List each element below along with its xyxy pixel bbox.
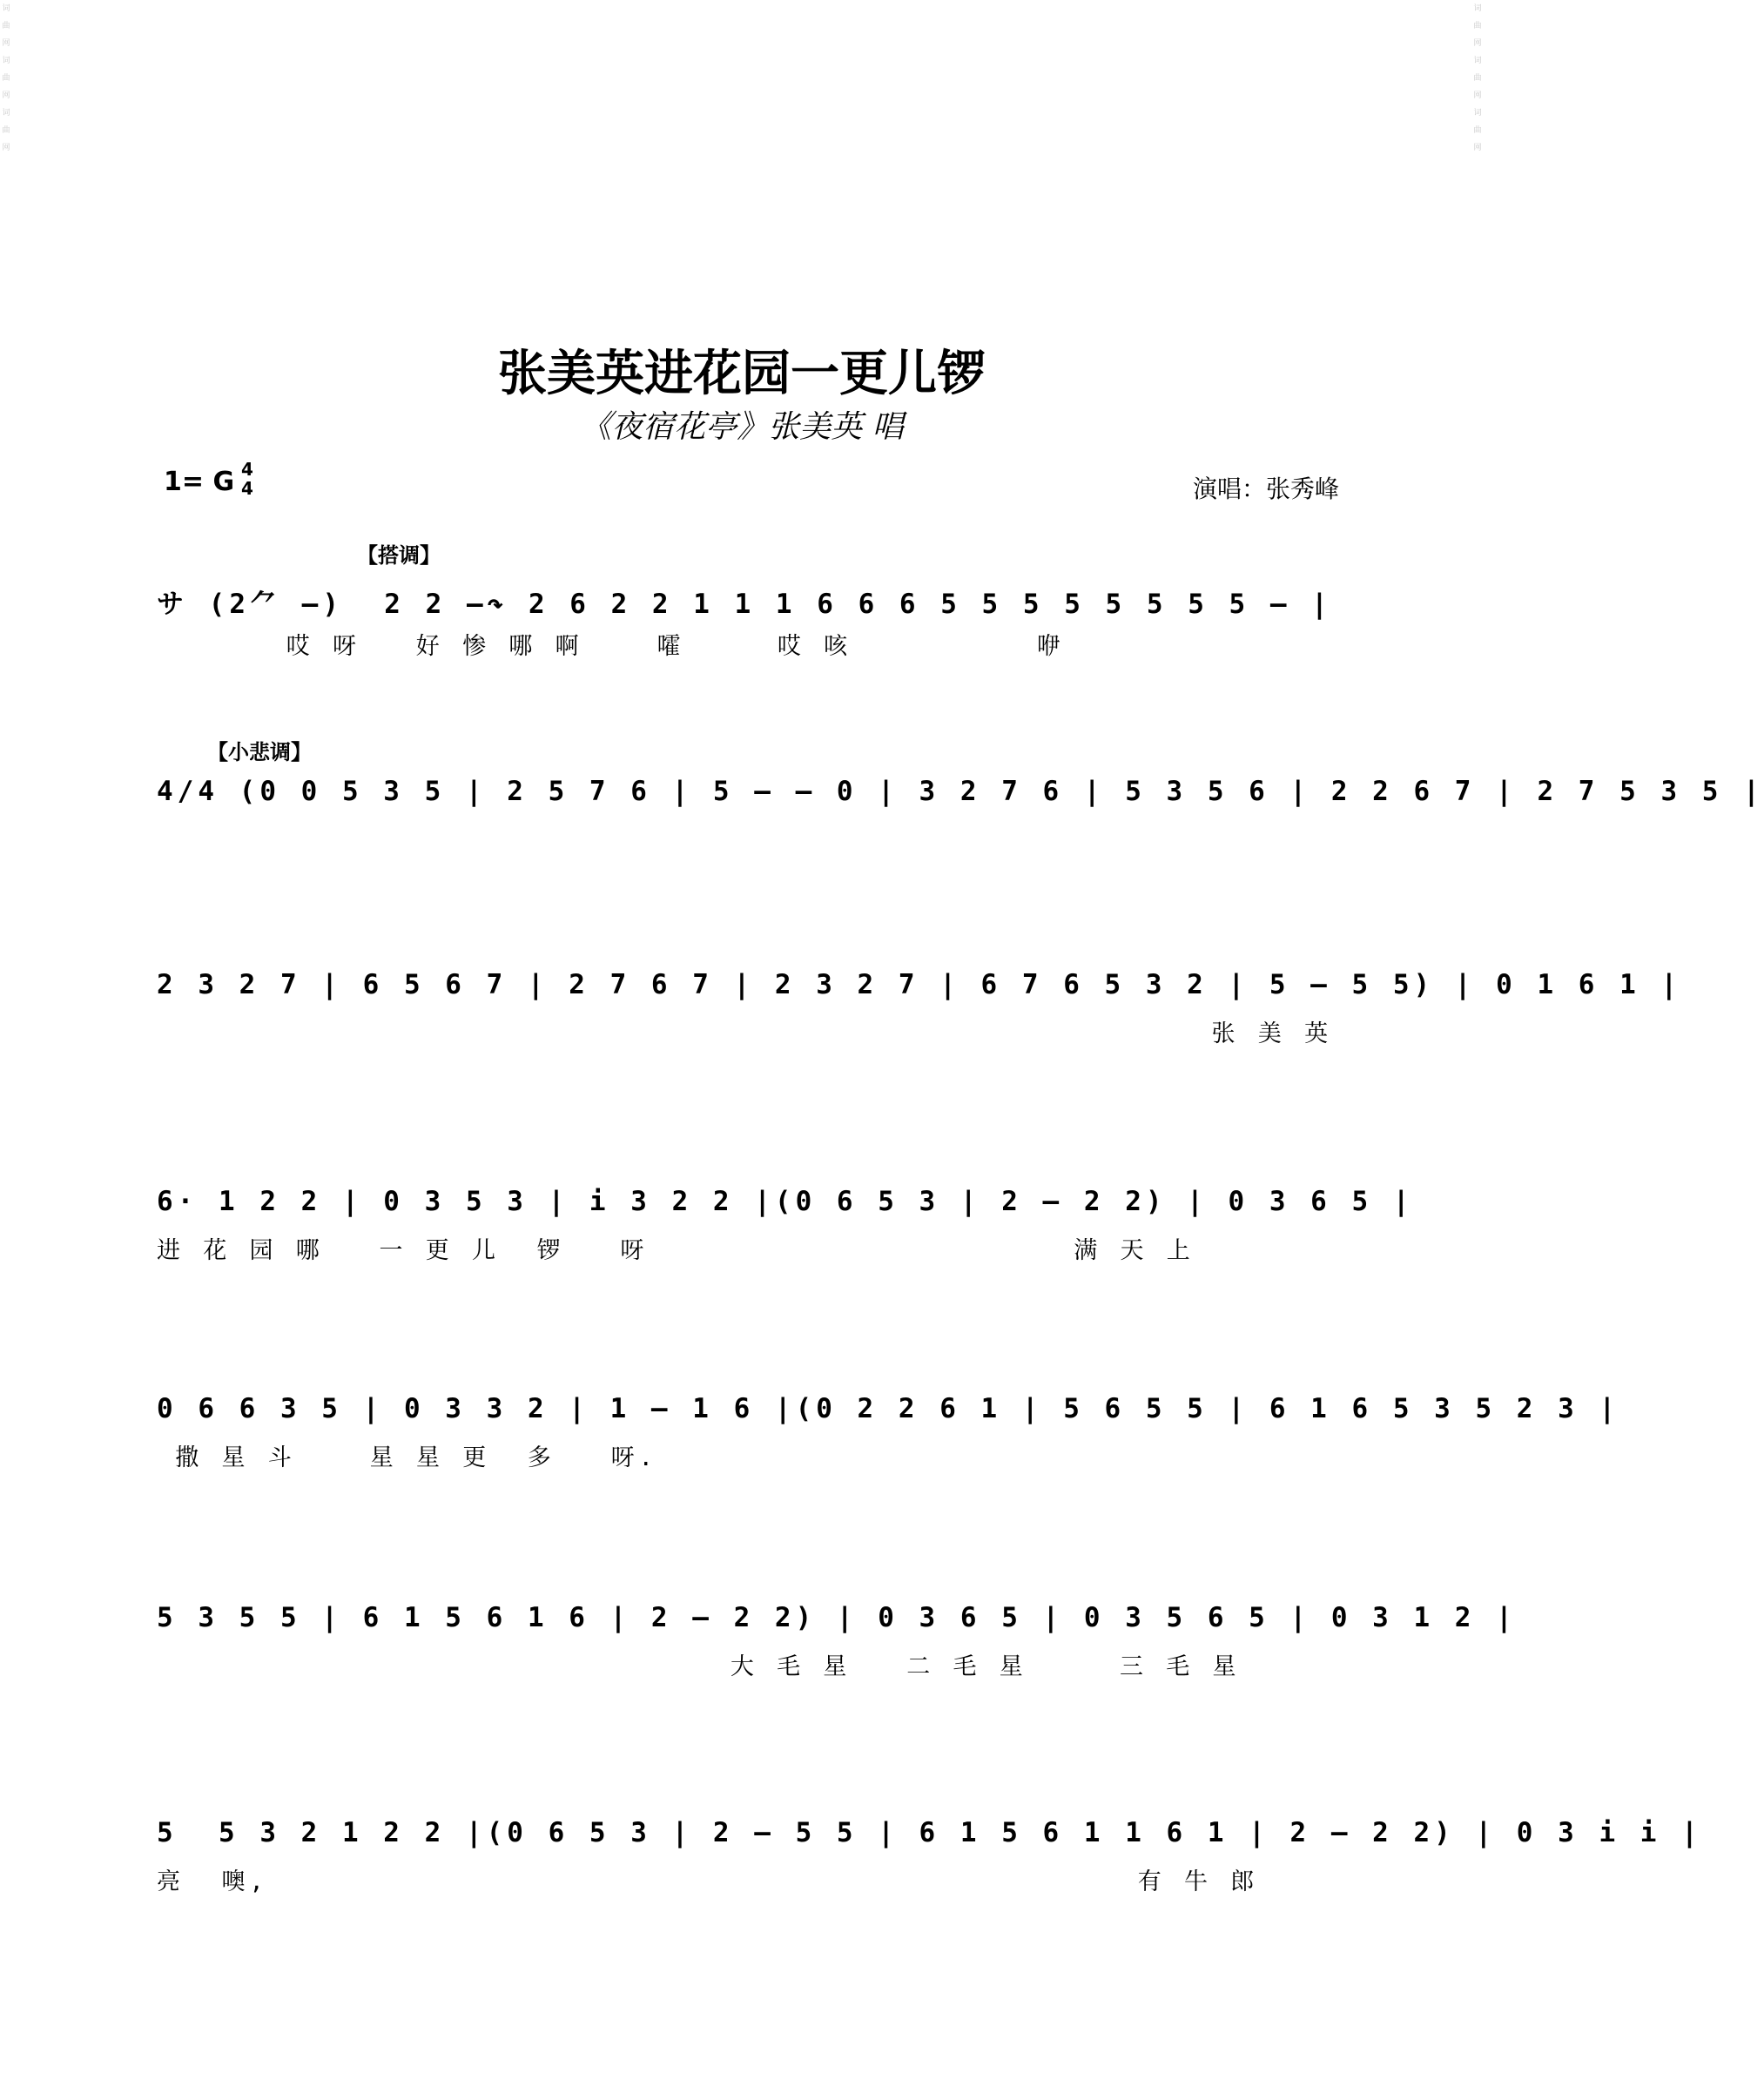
score-line: 5 3 5 5 | 6 1 5 6 1 6 | 2 — 2 2) | 0 3 6 5 | 0 3 5 6 5 | 0 3 1 2 |	[157, 1602, 1517, 1633]
watermark-text: 词曲网	[2, 4, 10, 48]
time-signature-bottom: 4	[241, 478, 253, 499]
score-line: 6· 1 2 2 | 0 3 5 3 | i 3 2 2 |(0 6 5 3 | 2 — 2 2) | 0 3 6 5 |	[157, 1186, 1414, 1217]
score-line: 4/4 (0 0 5 3 5 | 2 5 7 6 | 5 — — 0 | 3 2 7 6 | 5 3 5 6 | 2 2 6 7 | 2 7 5 3 5 |	[157, 776, 1764, 807]
lyric-line: 亮 噢, 有 牛 郎	[157, 1868, 1259, 1895]
singer-credit: 演唱：张秀峰	[1193, 475, 1340, 503]
lyric-line: 哎 呀 好 惨 哪 啊 嚯 哎 咳 咿	[157, 633, 1065, 660]
watermark-text: 词曲网	[1473, 109, 1482, 152]
score-line: サ (2⺈ —) 2 2 —↷ 2 6 2 2 1 1 1 6 6 6 5 5 5 5 5 5 5 5 — |	[157, 589, 1332, 620]
key-signature: 1= G	[164, 467, 235, 497]
lyric-line: 进 花 园 哪 一 更 儿 锣 呀 满 天 上	[157, 1237, 1195, 1264]
lyric-line: 大 毛 星 二 毛 星 三 毛 星	[157, 1653, 1241, 1680]
watermark-text: 词曲网	[1473, 4, 1482, 48]
time-signature-top: 4	[241, 459, 253, 480]
section-label: 【搭调】	[357, 543, 441, 568]
watermark-text: 词曲网	[1473, 57, 1482, 100]
time-signature	[238, 460, 257, 498]
section-label: 【小悲调】	[207, 740, 312, 764]
lyric-line: 撒 星 斗 星 星 更 多 呀.	[157, 1444, 657, 1471]
score-line: 5 5 3 2 1 2 2 |(0 6 5 3 | 2 — 5 5 | 6 1 5 6 1 1 6 1 | 2 — 2 2) | 0 3 i i |	[157, 1817, 1702, 1848]
watermark-text: 词曲网	[2, 57, 10, 100]
song-title: 张美英进花园一更儿锣	[498, 346, 986, 402]
watermark-strip-left	[0, 0, 12, 2080]
watermark-strip-right	[1471, 0, 1484, 2080]
score-line: 2 3 2 7 | 6 5 6 7 | 2 7 6 7 | 2 3 2 7 | 6 7 6 5 3 2 | 5 — 5 5) | 0 1 6 1 |	[157, 969, 1682, 1000]
score-line: 0 6 6 3 5 | 0 3 3 2 | 1 — 1 6 |(0 2 2 6 1 | 5 6 5 5 | 6 1 6 5 3 5 2 3 |	[157, 1393, 1620, 1424]
lyric-line: 张 美 英	[157, 1020, 1333, 1047]
watermark-text: 词曲网	[2, 109, 10, 152]
song-subtitle: 《夜宿花亭》张美英 唱	[580, 409, 904, 445]
